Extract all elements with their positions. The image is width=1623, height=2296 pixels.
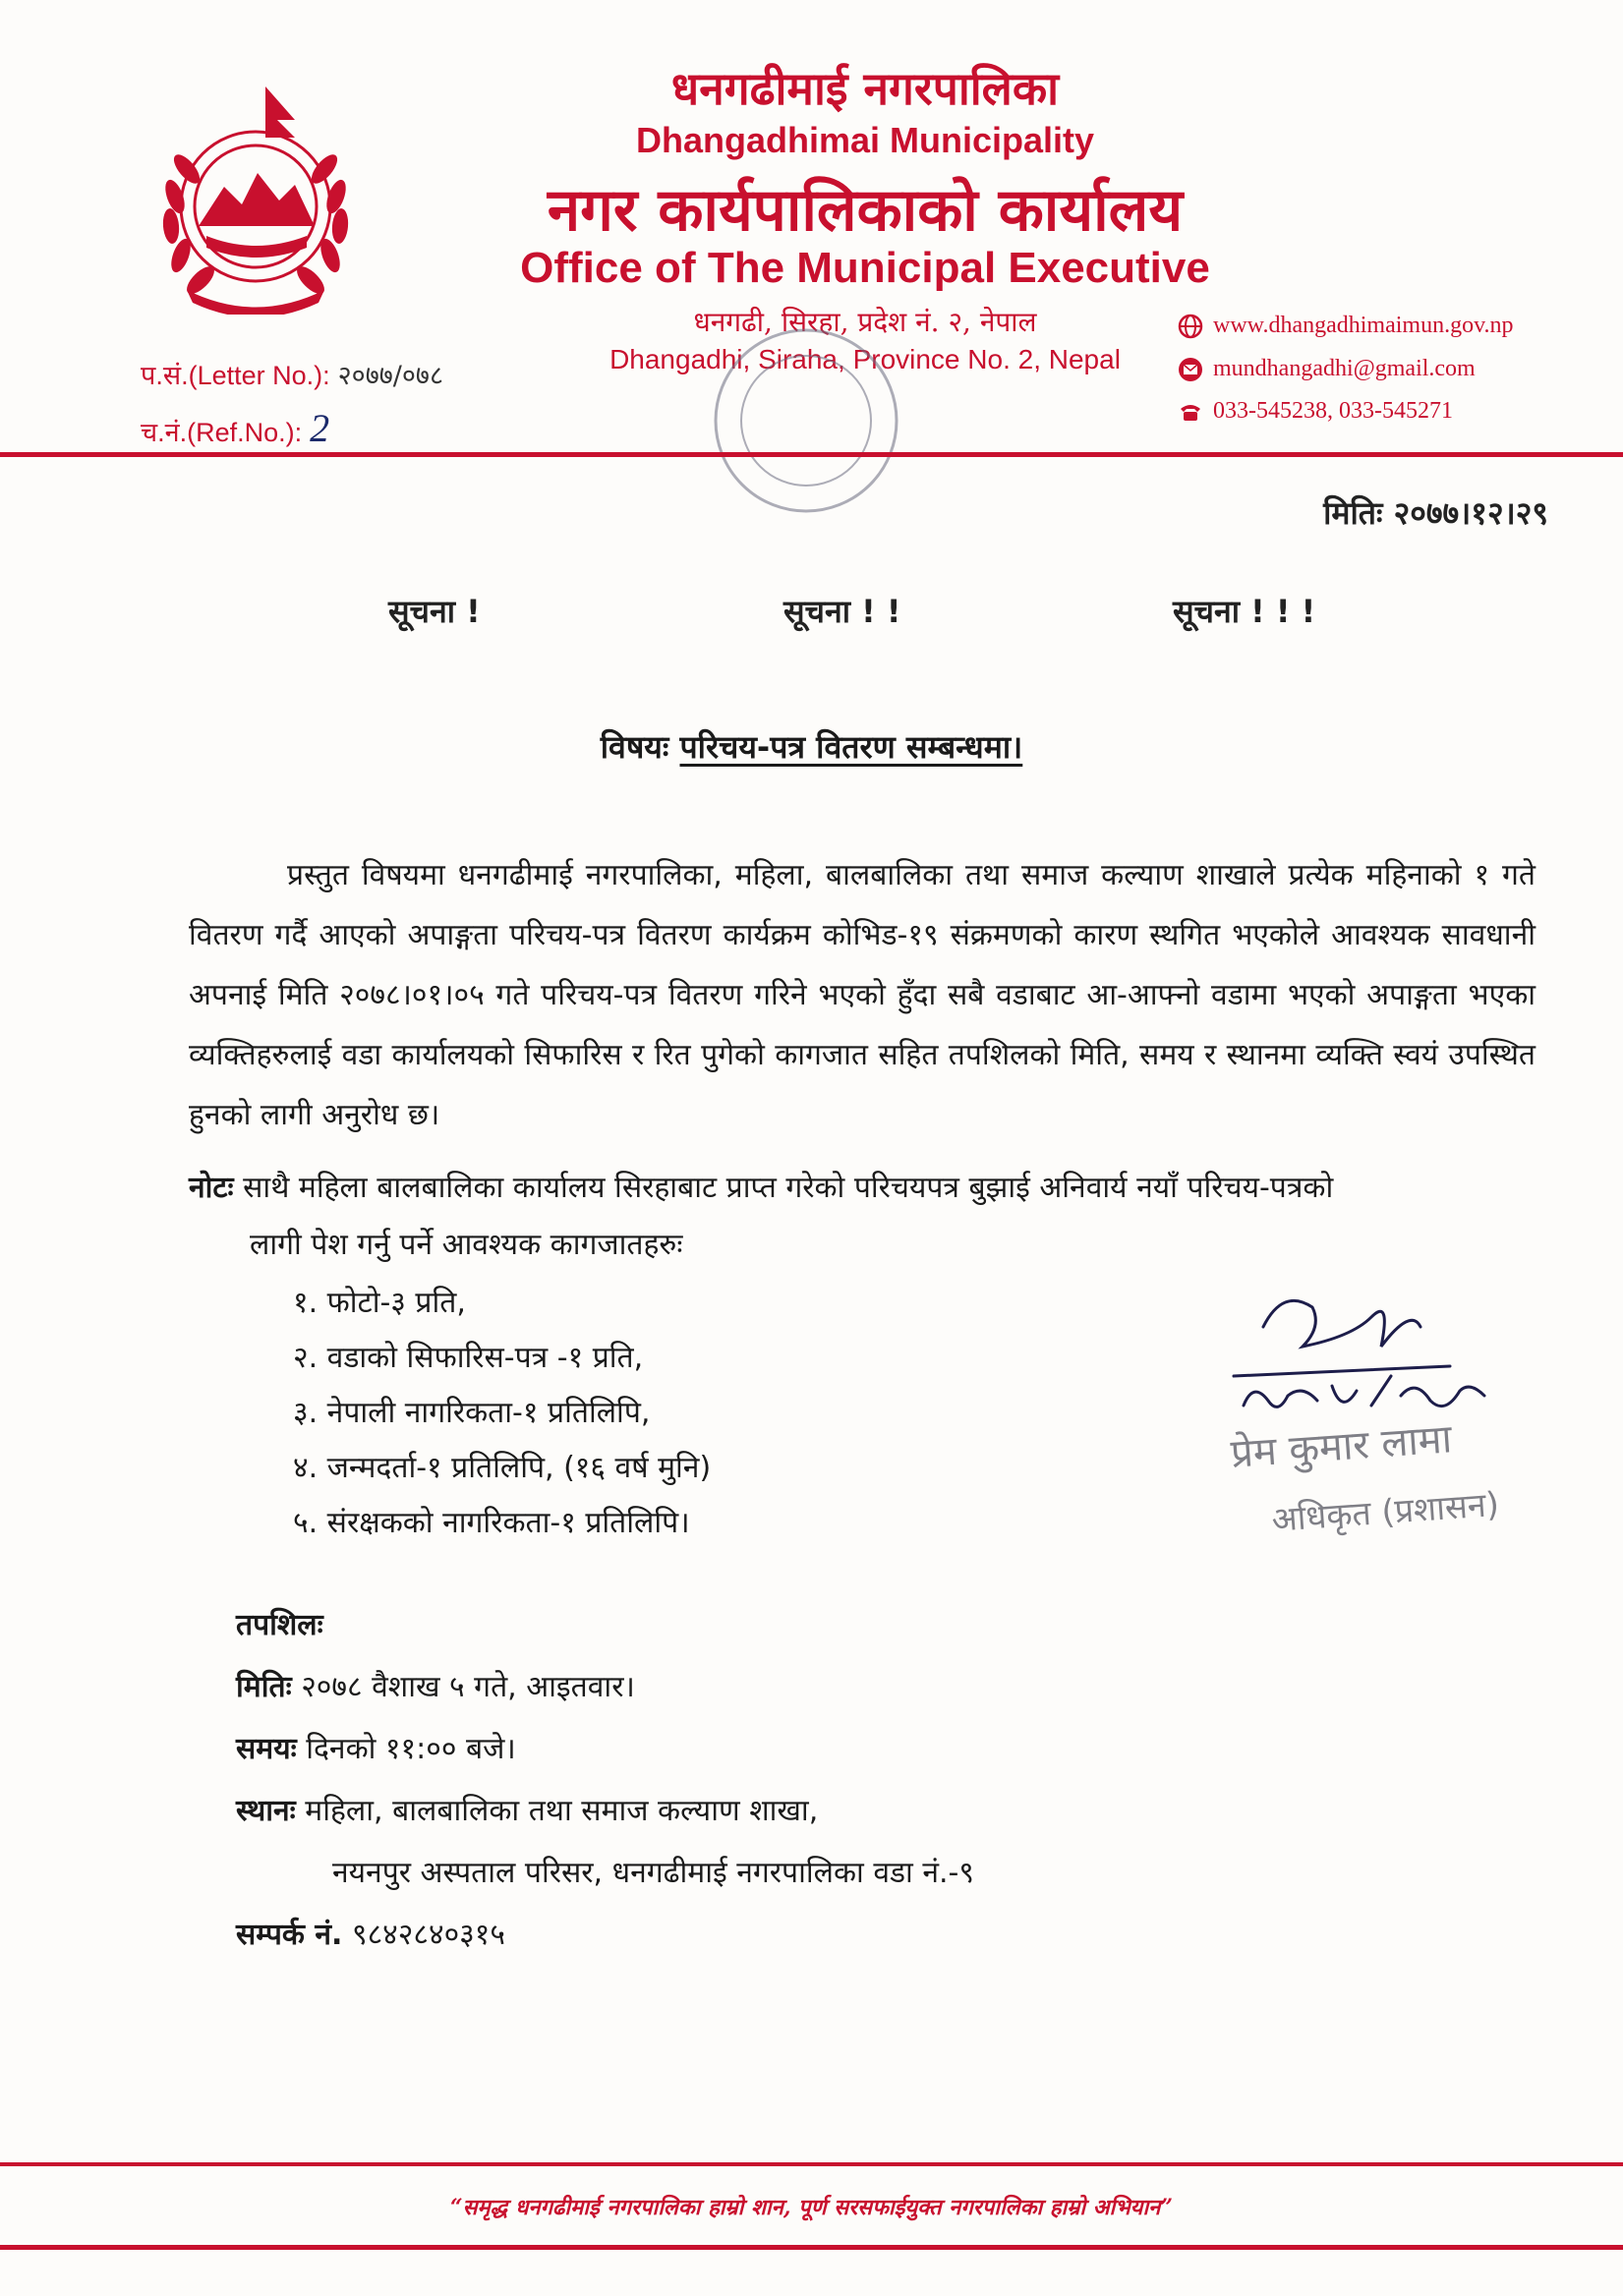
footer-divider-bottom — [0, 2245, 1623, 2250]
address-en: Dhangadhi, Siraha, Province No. 2, Nepal — [609, 344, 1121, 374]
details-contact-label: सम्पर्क नं. — [236, 1918, 343, 1952]
website-contact — [1178, 313, 1514, 339]
list-item: २. वडाको सिफारिस-पत्र -१ प्रति, — [293, 1341, 644, 1375]
municipality-emblem — [147, 79, 364, 315]
email-text: mundhangadhi@gmail.com — [1213, 356, 1476, 381]
footer-divider-top — [0, 2162, 1623, 2166]
reference-number — [141, 405, 329, 451]
municipality-name-np: धनगढीमाई नगरपालिका — [670, 62, 1060, 115]
details-time-value: दिनको ११:०० बजे। — [306, 1732, 516, 1766]
address-np: धनगढी, सिरहा, प्रदेश नं. २, नेपाल — [693, 306, 1037, 338]
details-contact-value: ९८४२८४०३१५ — [351, 1918, 505, 1952]
office-name-np: नगर कार्यपालिकाको कार्यालय — [547, 176, 1184, 245]
municipality-name-en: Dhangadhimai Municipality — [635, 120, 1095, 160]
details-time — [236, 1718, 974, 1780]
website-text: www.dhangadhimaimun.gov.np — [1213, 313, 1514, 338]
email-icon — [1178, 357, 1203, 382]
handwritten-signature — [1224, 1268, 1558, 1435]
list-item: १. फोटो-३ प्रति, — [293, 1286, 466, 1320]
notice-heading-1: सूचना ! — [388, 593, 481, 630]
details-place — [236, 1780, 974, 1842]
required-documents-list — [293, 1276, 711, 1551]
signatory-title: अधिकृत (प्रशासन) — [1270, 1484, 1501, 1540]
details-heading: तपशिलः — [236, 1608, 323, 1642]
email-contact — [1178, 356, 1476, 382]
body-paragraph: प्रस्तुत विषयमा धनगढीमाई नगरपालिका, महिला, बालबालिका तथा समाज कल्याण शाखाले प्रत्येक महिनाको १ गते वितरण गर्दै आएको अपाङ्गता परिचय-पत्र वितरण कार्यक्रम कोभिड-१९ संक्रमणको कारण स्थगित भएकोले आवश्यक सावधानी अपनाई मिति २०७८।०१।०५ गते परिचय-पत्र वितरण गरिने भएको हुँदा सबै वडाबाट आ-आफ्नो वडामा भएको अपाङ्गता भएका व्यक्तिहरुलाई वडा कार्यालयको सिफारिस र रित पुगेको कागजात सहित तपशिलको मिति, समय र स्थानमा व्यक्ति स्वयं उपस्थित हुनको लागी अनुरोध छ। — [189, 858, 1536, 1132]
header-divider — [0, 452, 1623, 457]
details-time-label: समयः — [236, 1732, 297, 1766]
subject-text: परिचय-पत्र वितरण सम्बन्धमा। — [679, 728, 1023, 766]
list-item: ३. नेपाली नागरिकता-१ प्रतिलिपि, — [293, 1396, 651, 1430]
office-stamp — [678, 322, 934, 519]
footer-motto: “समृद्ध धनगढीमाई नगरपालिका हाम्रो शान, पूर्ण सरसफाईयुक्त नगरपालिका हाम्रो अभियान” — [449, 2195, 1174, 2220]
phone-icon — [1178, 399, 1203, 425]
details-date-label: मितिः — [236, 1670, 292, 1704]
note-line-1: साथै महिला बालबालिका कार्यालय सिरहाबाट प्राप्त गरेको परिचयपत्र बुझाई अनिवार्य नयाँ परिचय-पत्रको — [243, 1171, 1334, 1205]
list-item: ४. जन्मदर्ता-१ प्रतिलिपि, (१६ वर्ष मुनि) — [293, 1451, 712, 1485]
details-place-label: स्थानः — [236, 1794, 296, 1828]
subject-line — [0, 725, 1623, 768]
notice-heading-3: सूचना ! ! ! — [1173, 593, 1316, 630]
letter-number — [141, 356, 443, 392]
note-line-2: लागी पेश गर्नु पर्ने आवश्यक कागजातहरुः — [250, 1228, 683, 1262]
phone-contact — [1178, 398, 1453, 425]
letter-number-label: प.सं.(Letter No.): — [141, 361, 330, 390]
reference-number-value: 2 — [310, 406, 330, 450]
phone-text: 033-545238, 033-545271 — [1213, 398, 1453, 424]
note-label: नोटः — [189, 1171, 234, 1205]
details-contact — [236, 1904, 974, 1966]
signatory-name: प्रेम कुमार लामा — [1229, 1416, 1454, 1477]
letter-number-value: २०७७/०७८ — [337, 361, 444, 391]
subject-label: विषयः — [600, 728, 669, 766]
notice-heading-2: सूचना ! ! — [783, 593, 901, 630]
details-section — [236, 1594, 974, 1966]
note-section — [189, 1160, 1536, 1274]
details-place-line-1: महिला, बालबालिका तथा समाज कल्याण शाखा, — [305, 1794, 819, 1828]
details-date-value: २०७८ वैशाख ५ गते, आइतवार। — [301, 1670, 635, 1704]
letter-date: मितिः २०७७।१२।२९ — [1323, 494, 1548, 532]
list-item: ५. संरक्षकको नागरिकता-१ प्रतिलिपि। — [293, 1506, 690, 1540]
reference-number-label: च.नं.(Ref.No.): — [141, 418, 303, 447]
globe-icon — [1178, 314, 1203, 339]
details-date — [236, 1656, 974, 1718]
details-place-line-2: नयनपुर अस्पताल परिसर, धनगढीमाई नगरपालिका वडा नं.-९ — [332, 1856, 974, 1890]
office-name-en: Office of The Municipal Executive — [520, 244, 1210, 292]
